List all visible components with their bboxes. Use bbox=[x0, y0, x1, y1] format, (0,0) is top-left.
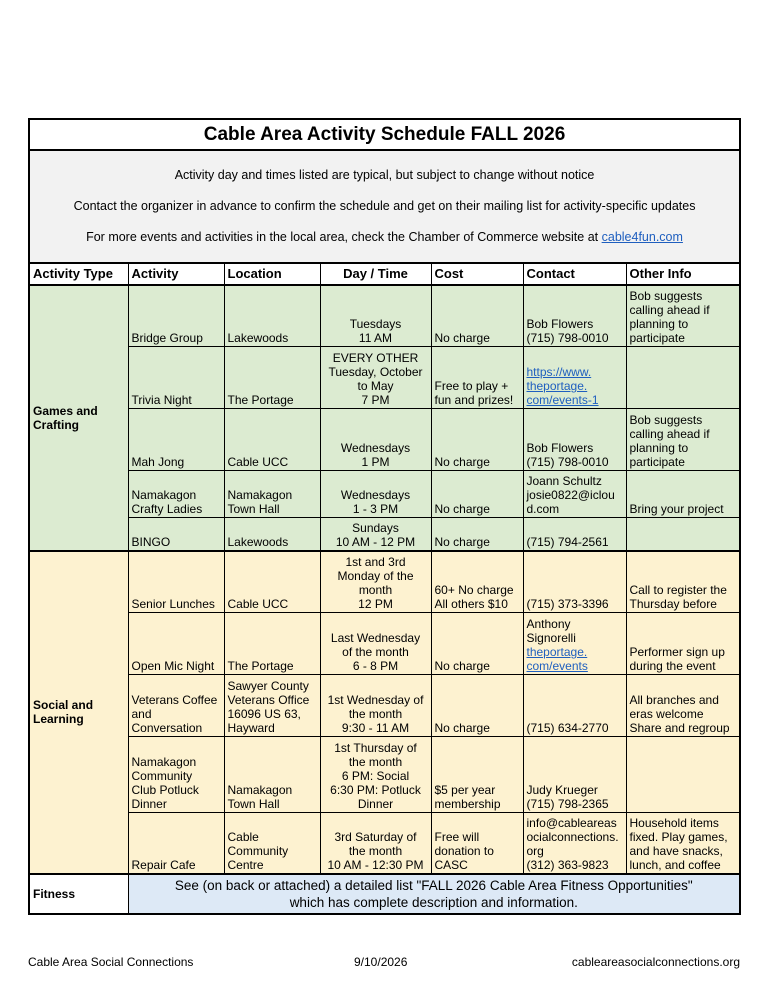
table-row bbox=[29, 518, 740, 551]
activity-day-time: Last Wednesday of the month 6 - 8 PM bbox=[320, 613, 431, 675]
activity-name: Namakagon Community Club Potluck Dinner bbox=[128, 737, 224, 813]
header-activity-type: Activity Type bbox=[29, 263, 128, 285]
activity-cost: Free will donation to CASC bbox=[431, 813, 523, 874]
footer-org: Cable Area Social Connections bbox=[28, 955, 194, 969]
activity-location: The Portage bbox=[224, 613, 320, 675]
activity-location: Cable Community Centre bbox=[224, 813, 320, 874]
table-row bbox=[29, 409, 740, 471]
table-row bbox=[29, 347, 740, 409]
activity-name: Namakagon Crafty Ladies bbox=[128, 471, 224, 518]
header-contact: Contact bbox=[523, 263, 626, 285]
footer-date: 9/10/2026 bbox=[354, 955, 408, 969]
activity-contact: (715) 794-2561 bbox=[523, 518, 626, 551]
activity-location: Cable UCC bbox=[224, 551, 320, 613]
open-mic-link[interactable]: theportage. com/events bbox=[526, 645, 588, 673]
activity-location: Cable UCC bbox=[224, 409, 320, 471]
activity-info: Bob suggests calling ahead if planning to participate bbox=[626, 285, 740, 347]
activity-info bbox=[626, 518, 740, 551]
header-location: Location bbox=[224, 263, 320, 285]
activity-day-time: 1st and 3rd Monday of the month 12 PM bbox=[320, 551, 431, 613]
activity-contact: Bob Flowers (715) 798-0010 bbox=[523, 409, 626, 471]
activity-contact: Bob Flowers (715) 798-0010 bbox=[523, 285, 626, 347]
activity-cost: No charge bbox=[431, 285, 523, 347]
activity-cost: 60+ No charge All others $10 bbox=[431, 551, 523, 613]
activity-name: Trivia Night bbox=[128, 347, 224, 409]
activity-contact bbox=[523, 613, 626, 675]
activity-day-time: 1st Wednesday of the month 9:30 - 11 AM bbox=[320, 675, 431, 737]
schedule-table bbox=[28, 118, 741, 915]
activity-name: Open Mic Night bbox=[128, 613, 224, 675]
table-row bbox=[29, 813, 740, 874]
header-activity: Activity bbox=[128, 263, 224, 285]
table-row bbox=[29, 737, 740, 813]
activity-name: Repair Cafe bbox=[128, 813, 224, 874]
activity-contact: Joann Schultz josie0822@iclou d.com bbox=[523, 471, 626, 518]
category-fitness: Fitness bbox=[29, 874, 128, 914]
activity-location: Namakagon Town Hall bbox=[224, 737, 320, 813]
activity-contact: info@cableareas ocialconnections. org (312) 363-9823 bbox=[523, 813, 626, 874]
activity-info: Performer sign up during the event bbox=[626, 613, 740, 675]
activity-name: BINGO bbox=[128, 518, 224, 551]
page-title: Cable Area Activity Schedule FALL 2026 bbox=[29, 119, 740, 150]
activity-day-time: Sundays 10 AM - 12 PM bbox=[320, 518, 431, 551]
category-games-crafting: Games and Crafting bbox=[29, 285, 128, 551]
activity-day-time: 1st Thursday of the month 6 PM: Social 6:30 PM: Potluck Dinner bbox=[320, 737, 431, 813]
trivia-link[interactable]: https://www. theportage. com/events-1 bbox=[523, 347, 626, 409]
activity-cost: No charge bbox=[431, 518, 523, 551]
intro-line-2: Contact the organizer in advance to confirm the schedule and get on their mailing list for activity-specific updates bbox=[73, 198, 696, 213]
activity-name: Bridge Group bbox=[128, 285, 224, 347]
activity-location: Namakagon Town Hall bbox=[224, 471, 320, 518]
header-cost: Cost bbox=[431, 263, 523, 285]
activity-cost: No charge bbox=[431, 675, 523, 737]
intro-line-3-text: For more events and activities in the local area, check the Chamber of Commerce website at bbox=[86, 229, 599, 244]
activity-day-time: Wednesdays 1 PM bbox=[320, 409, 431, 471]
activity-cost: $5 per year membership bbox=[431, 737, 523, 813]
header-day-time: Day / Time bbox=[320, 263, 431, 285]
activity-contact: (715) 634-2770 bbox=[523, 675, 626, 737]
table-row bbox=[29, 874, 740, 914]
activity-info: Household items fixed. Play games, and have snacks, lunch, and coffee bbox=[626, 813, 740, 874]
activity-day-time: Wednesdays 1 - 3 PM bbox=[320, 471, 431, 518]
activity-name: Senior Lunches bbox=[128, 551, 224, 613]
activity-info bbox=[626, 347, 740, 409]
activity-location: Lakewoods bbox=[224, 285, 320, 347]
activity-cost: Free to play + fun and prizes! bbox=[431, 347, 523, 409]
activity-info: Bob suggests calling ahead if planning to participate bbox=[626, 409, 740, 471]
table-row bbox=[29, 675, 740, 737]
header-other-info: Other Info bbox=[626, 263, 740, 285]
activity-info: Bring your project bbox=[626, 471, 740, 518]
table-row bbox=[29, 471, 740, 518]
activity-contact: Judy Krueger (715) 798-2365 bbox=[523, 737, 626, 813]
activity-cost: No charge bbox=[431, 613, 523, 675]
activity-cost: No charge bbox=[431, 409, 523, 471]
activity-contact: (715) 373-3396 bbox=[523, 551, 626, 613]
page-footer bbox=[28, 955, 740, 971]
activity-day-time: Tuesdays 11 AM bbox=[320, 285, 431, 347]
activity-info: All branches and eras welcome Share and regroup bbox=[626, 675, 740, 737]
activity-day-time: EVERY OTHER Tuesday, October to May 7 PM bbox=[320, 347, 431, 409]
activity-name: Mah Jong bbox=[128, 409, 224, 471]
activity-location: The Portage bbox=[224, 347, 320, 409]
footer-site: cableareasocialconnections.org bbox=[571, 955, 740, 969]
intro-notice bbox=[29, 150, 740, 263]
table-row bbox=[29, 285, 740, 347]
activity-cost: No charge bbox=[431, 471, 523, 518]
activity-name: Veterans Coffee and Conversation bbox=[128, 675, 224, 737]
intro-line-3 bbox=[33, 230, 736, 246]
contact-name: Anthony Signorelli bbox=[526, 617, 576, 645]
activity-location: Sawyer County Veterans Office 16096 US 63, Hayward bbox=[224, 675, 320, 737]
intro-line-1: Activity day and times listed are typical, but subject to change without notice bbox=[174, 167, 595, 182]
activity-info bbox=[626, 737, 740, 813]
activity-day-time: 3rd Saturday of the month 10 AM - 12:30 PM bbox=[320, 813, 431, 874]
fitness-note: See (on back or attached) a detailed list "FALL 2026 Cable Area Fitness Opportunities" which has complete description and information. bbox=[128, 874, 740, 914]
category-social-learning: Social and Learning bbox=[29, 551, 128, 874]
chamber-link[interactable]: cable4fun.com bbox=[601, 229, 683, 244]
table-row bbox=[29, 613, 740, 675]
schedule-sheet bbox=[28, 118, 739, 915]
activity-location: Lakewoods bbox=[224, 518, 320, 551]
table-row bbox=[29, 551, 740, 613]
activity-info: Call to register the Thursday before bbox=[626, 551, 740, 613]
